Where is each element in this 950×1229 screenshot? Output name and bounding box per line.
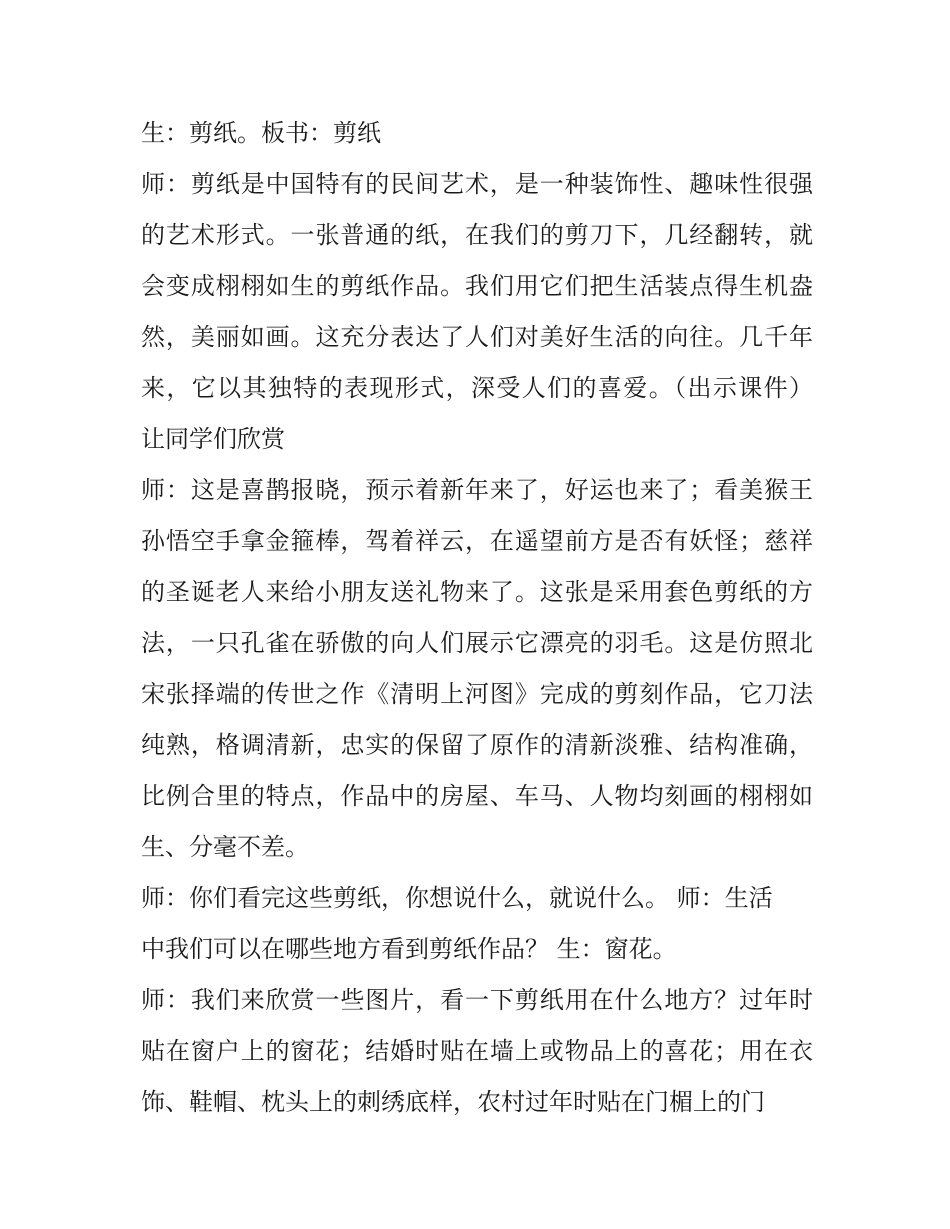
text-line: 的圣诞老人来给小朋友送礼物来了。这张是采用套色剪纸的方 [141, 578, 813, 606]
text-line: 生：剪纸。板书：剪纸 [141, 119, 381, 147]
text-line: 饰、鞋帽、枕头上的刺绣底样，农村过年时贴在门楣上的门 [141, 1088, 765, 1116]
text-line: 然，美丽如画。这充分表达了人们对美好生活的向往。几千年 [141, 323, 813, 351]
text-line: 生、分毫不差。 [141, 833, 309, 861]
text-line: 会变成栩栩如生的剪纸作品。我们用它们把生活装点得生机盎 [141, 272, 813, 300]
text-line: 贴在窗户上的窗花；结婚时贴在墙上或物品上的喜花；用在衣 [141, 1037, 813, 1065]
text-line: 师：你们看完这些剪纸，你想说什么，就说什么。 师：生活 [141, 884, 773, 912]
text-line: 法，一只孔雀在骄傲的向人们展示它漂亮的羽毛。这是仿照北 [141, 629, 813, 657]
text-line: 纯熟，格调清新，忠实的保留了原作的清新淡雅、结构准确， [141, 731, 813, 759]
text-line: 师：这是喜鹊报晓，预示着新年来了，好运也来了；看美猴王 [141, 476, 813, 504]
text-line: 的艺术形式。一张普通的纸，在我们的剪刀下，几经翻转，就 [141, 221, 813, 249]
text-line: 比例合里的特点，作品中的房屋、车马、人物均刻画的栩栩如 [141, 782, 813, 810]
text-line: 中我们可以在哪些地方看到剪纸作品？ 生：窗花。 [141, 935, 677, 963]
text-line: 师：我们来欣赏一些图片，看一下剪纸用在什么地方？过年时 [141, 986, 813, 1014]
text-line: 孙悟空手拿金箍棒，驾着祥云，在遥望前方是否有妖怪；慈祥 [141, 527, 813, 555]
text-line: 来，它以其独特的表现形式，深受人们的喜爱。（出示课件） [141, 374, 813, 402]
text-line: 宋张择端的传世之作《清明上河图》完成的剪刻作品，它刀法 [141, 680, 813, 708]
text-line: 让同学们欣赏 [141, 425, 285, 453]
document-body [141, 108, 813, 1128]
text-line: 师：剪纸是中国特有的民间艺术，是一种装饰性、趣味性很强 [141, 170, 813, 198]
